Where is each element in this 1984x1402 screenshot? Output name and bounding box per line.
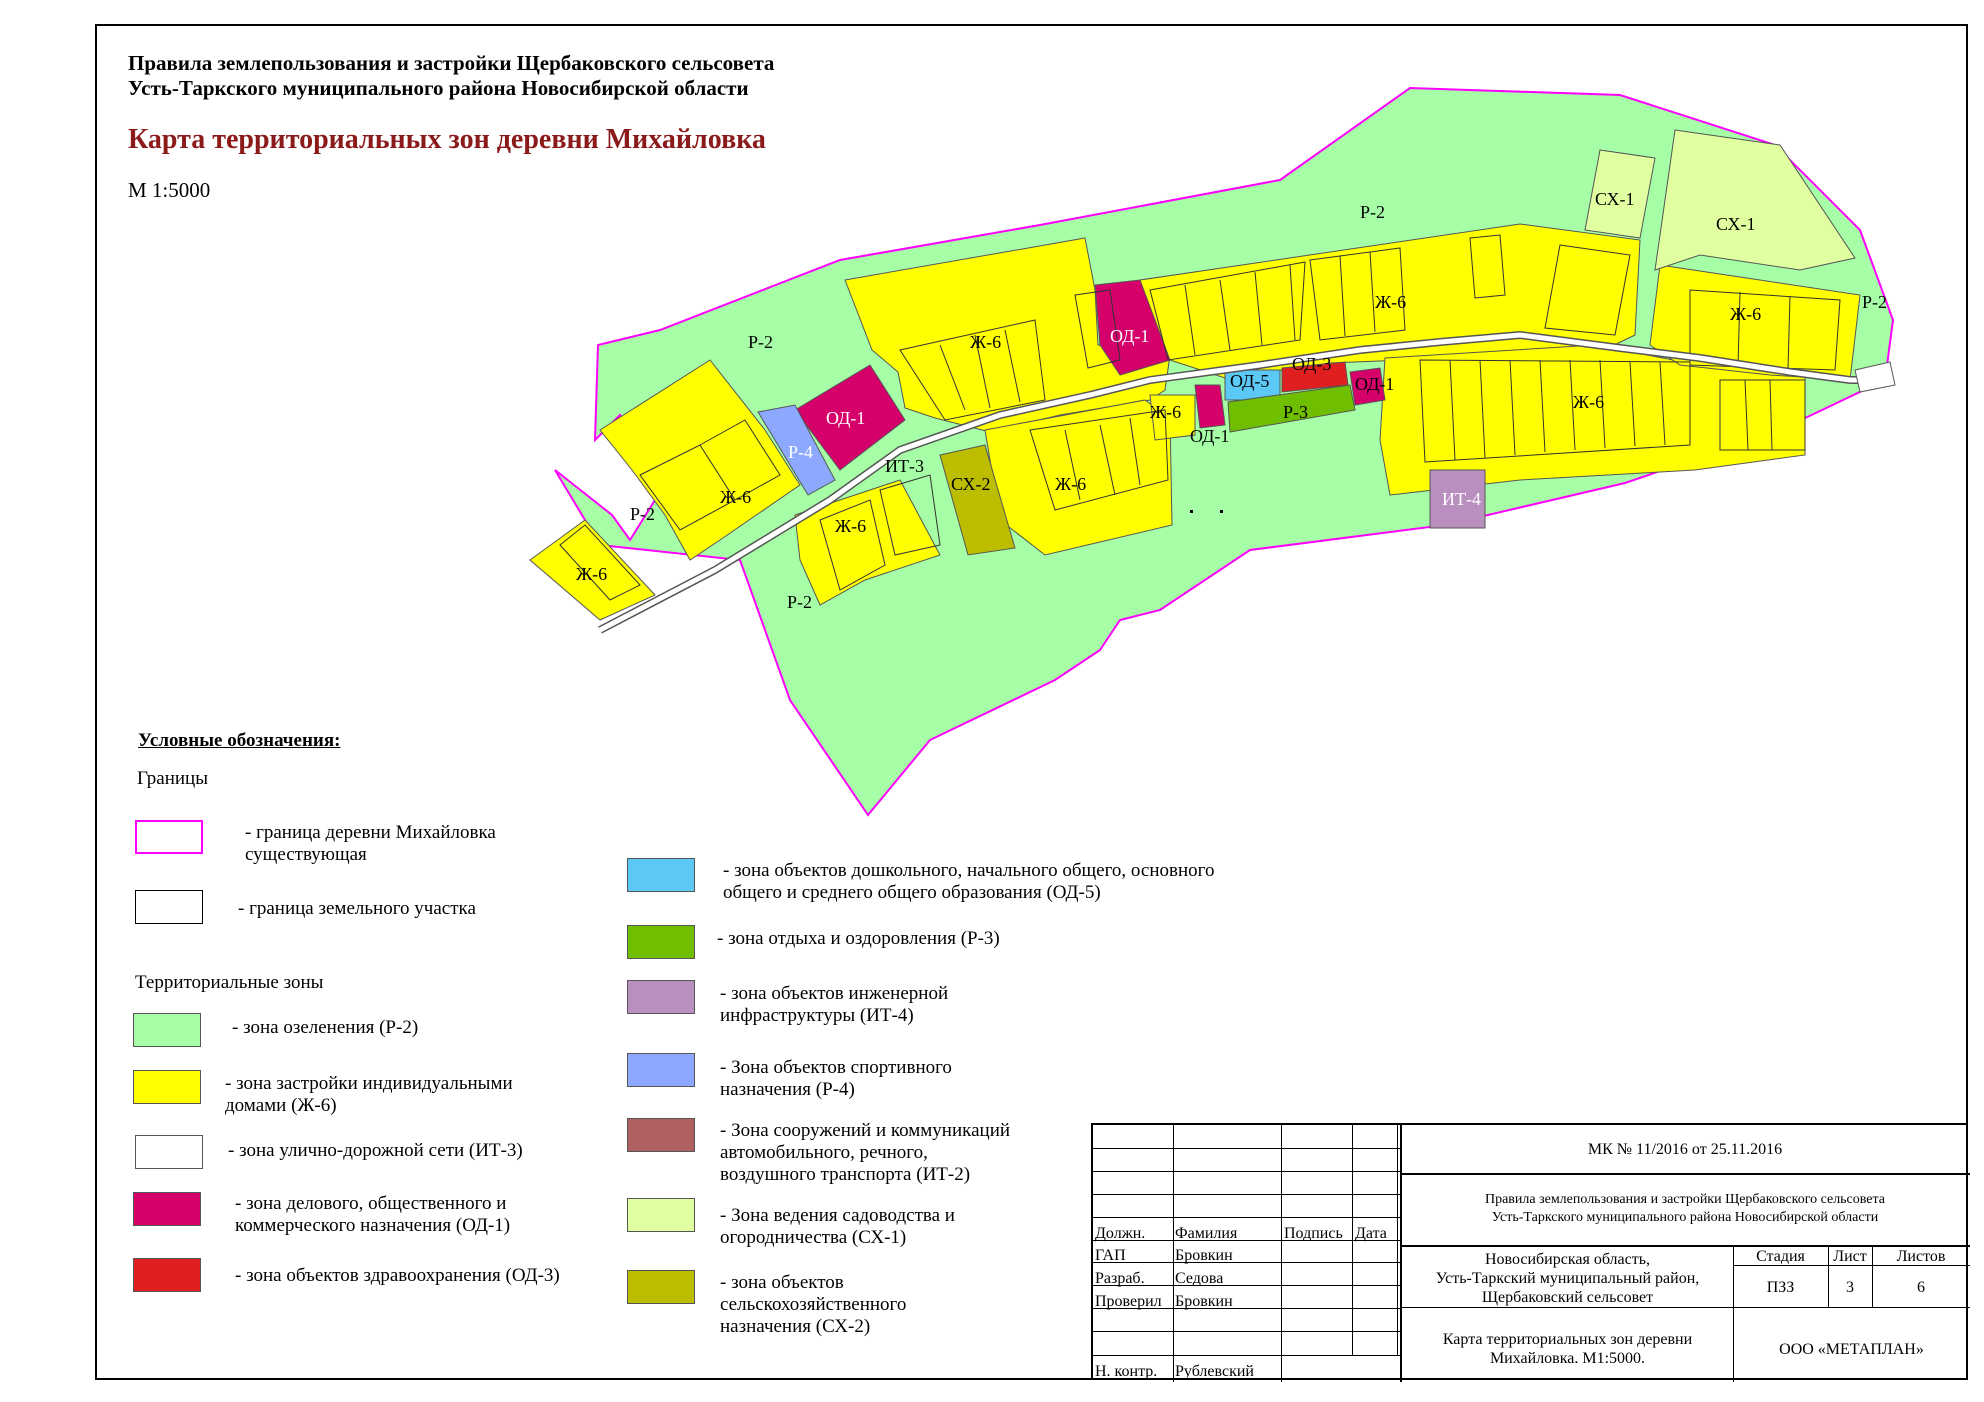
label-sx1: СХ-1 [1595, 189, 1635, 209]
legend-swatch-od5 [627, 858, 695, 892]
legend-swatch-r3 [627, 925, 695, 959]
legend-sx2: - зона объектов сельскохозяйственного назначения (СХ-2) [720, 1272, 907, 1337]
legend-swatch-it3 [135, 1135, 203, 1169]
stamp-sheet-label: Лист [1833, 1248, 1867, 1265]
label-r2: Р-2 [1360, 202, 1386, 222]
label-r2: Р-2 [787, 592, 813, 612]
stamp-role: ГАП [1095, 1247, 1126, 1264]
label-zh6: Ж-6 [576, 564, 608, 584]
label-r3: Р-3 [1283, 402, 1309, 422]
label-od1: ОД-1 [1110, 326, 1150, 346]
legend-sx1: - Зона ведения садоводства и огородничества (СХ-1) [720, 1205, 955, 1248]
label-it4: ИТ-4 [1442, 489, 1481, 509]
label-zh6: Ж-6 [1375, 292, 1407, 312]
stamp-role: Проверил [1095, 1293, 1162, 1310]
od1-zone-small [1195, 385, 1225, 428]
legend-od3: - зона объектов здравоохранения (ОД-3) [235, 1265, 560, 1286]
legend-zh6: - зона застройки индивидуальными домами (Ж-6) [225, 1073, 513, 1116]
label-sx2: СХ-2 [951, 474, 991, 494]
label-od1: ОД-1 [1190, 426, 1230, 446]
document-title-line1: Правила землепользования и застройки Щербаковского сельсовета [128, 51, 775, 75]
legend-swatch-sx1 [627, 1198, 695, 1232]
legend-swatch-land-plot [135, 890, 203, 924]
map-scale: М 1:5000 [128, 178, 211, 202]
label-od3: ОД-3 [1292, 354, 1332, 374]
stamp-role: Разраб. [1095, 1270, 1145, 1287]
stamp-location: Новосибирская область, Усть-Таркский муниципальный район, Щербаковский сельсовет [1435, 1251, 1700, 1306]
document-title-line2: Усть-Таркского муниципального района Новосибирской области [128, 76, 749, 100]
label-od5: ОД-5 [1230, 371, 1270, 391]
legend-land-plot: - граница земельного участка [238, 898, 476, 919]
legend-swatch-od1 [133, 1192, 201, 1226]
label-it3: ИТ-3 [885, 456, 924, 476]
stamp-header-surname: Фамилия [1175, 1225, 1238, 1242]
legend-it4: - зона объектов инженерной инфраструктуры (ИТ-4) [720, 983, 949, 1026]
stamp-contract: МК № 11/2016 от 25.11.2016 [1587, 1141, 1783, 1158]
stamp-name: Рублевский [1175, 1363, 1254, 1380]
label-r4: Р-4 [788, 442, 814, 462]
legend-zones-title: Территориальные зоны [135, 972, 324, 993]
stamp-sheet: 3 [1846, 1279, 1854, 1296]
legend-r2: - зона озеленения (Р-2) [232, 1017, 419, 1038]
legend-it3: - зона улично-дорожной сети (ИТ-3) [228, 1140, 523, 1161]
title-block [1091, 1123, 1968, 1380]
label-sx1: СХ-1 [1716, 214, 1756, 234]
legend-village-boundary: - граница деревни Михайловка существующая [245, 822, 496, 865]
label-r2: Р-2 [748, 332, 774, 352]
stamp-header-position: Должн. [1095, 1225, 1146, 1242]
label-zh6: Ж-6 [1055, 474, 1087, 494]
legend-r4: - Зона объектов спортивного назначения (Р-4) [720, 1057, 952, 1100]
stamp-header-signature: Подпись [1284, 1225, 1343, 1242]
stamp-drawing-title: Карта территориальных зон деревни Михайловка. М1:5000. [1442, 1331, 1693, 1367]
legend-swatch-r4 [627, 1053, 695, 1087]
label-zh6: Ж-6 [1150, 402, 1182, 422]
legend-swatch-it2 [627, 1118, 695, 1152]
stamp-name: Бровкин [1175, 1247, 1233, 1264]
label-zh6: Ж-6 [835, 516, 867, 536]
stamp-header-date: Дата [1355, 1225, 1387, 1242]
legend-od1: - зона делового, общественного и коммерческого назначения (ОД-1) [235, 1193, 511, 1236]
stamp-stage: ПЗЗ [1766, 1279, 1795, 1296]
label-zh6: Ж-6 [1573, 392, 1605, 412]
stamp-company: ООО «МЕТАПЛАН» [1779, 1341, 1924, 1358]
stamp-sheets: 6 [1917, 1279, 1925, 1296]
legend-boundaries-title: Границы [137, 768, 208, 789]
legend-od5: - зона объектов дошкольного, начального общего, основного общего и среднего общего образования (ОД-5) [723, 860, 1215, 903]
stamp-name: Седова [1175, 1270, 1224, 1287]
stamp-name: Бровкин [1175, 1293, 1233, 1310]
stamp-role: Н. контр. [1095, 1363, 1158, 1380]
legend-swatch-sx2 [627, 1270, 695, 1304]
label-r2: Р-2 [1862, 292, 1888, 312]
legend-swatch-od3 [133, 1258, 201, 1292]
label-zh6: Ж-6 [720, 487, 752, 507]
map-title: Карта территориальных зон деревни Михайловка [128, 124, 766, 155]
label-od1: ОД-1 [826, 408, 866, 428]
label-od1: ОД-1 [1355, 374, 1395, 394]
stamp-stage-label: Стадия [1756, 1248, 1805, 1265]
legend-r3: - зона отдыха и оздоровления (Р-3) [717, 928, 1000, 949]
stamp-sheets-label: Листов [1896, 1248, 1946, 1265]
legend-swatch-village-boundary [135, 820, 203, 854]
legend-swatch-it4 [627, 980, 695, 1014]
legend-heading: Условные обозначения: [138, 730, 341, 751]
label-zh6: Ж-6 [1730, 304, 1762, 324]
legend-swatch-r2 [133, 1013, 201, 1047]
label-r2: Р-2 [630, 504, 656, 524]
legend-swatch-zh6 [133, 1070, 201, 1104]
legend-it2: - Зона сооружений и коммуникаций автомобильного, речного, воздушного транспорта (ИТ-2) [720, 1120, 1011, 1185]
label-zh6: Ж-6 [970, 332, 1002, 352]
stamp-project-title: Правила землепользования и застройки Щербаковского сельсовета Усть-Таркского муниципального района Новосибирской области [1484, 1192, 1886, 1225]
